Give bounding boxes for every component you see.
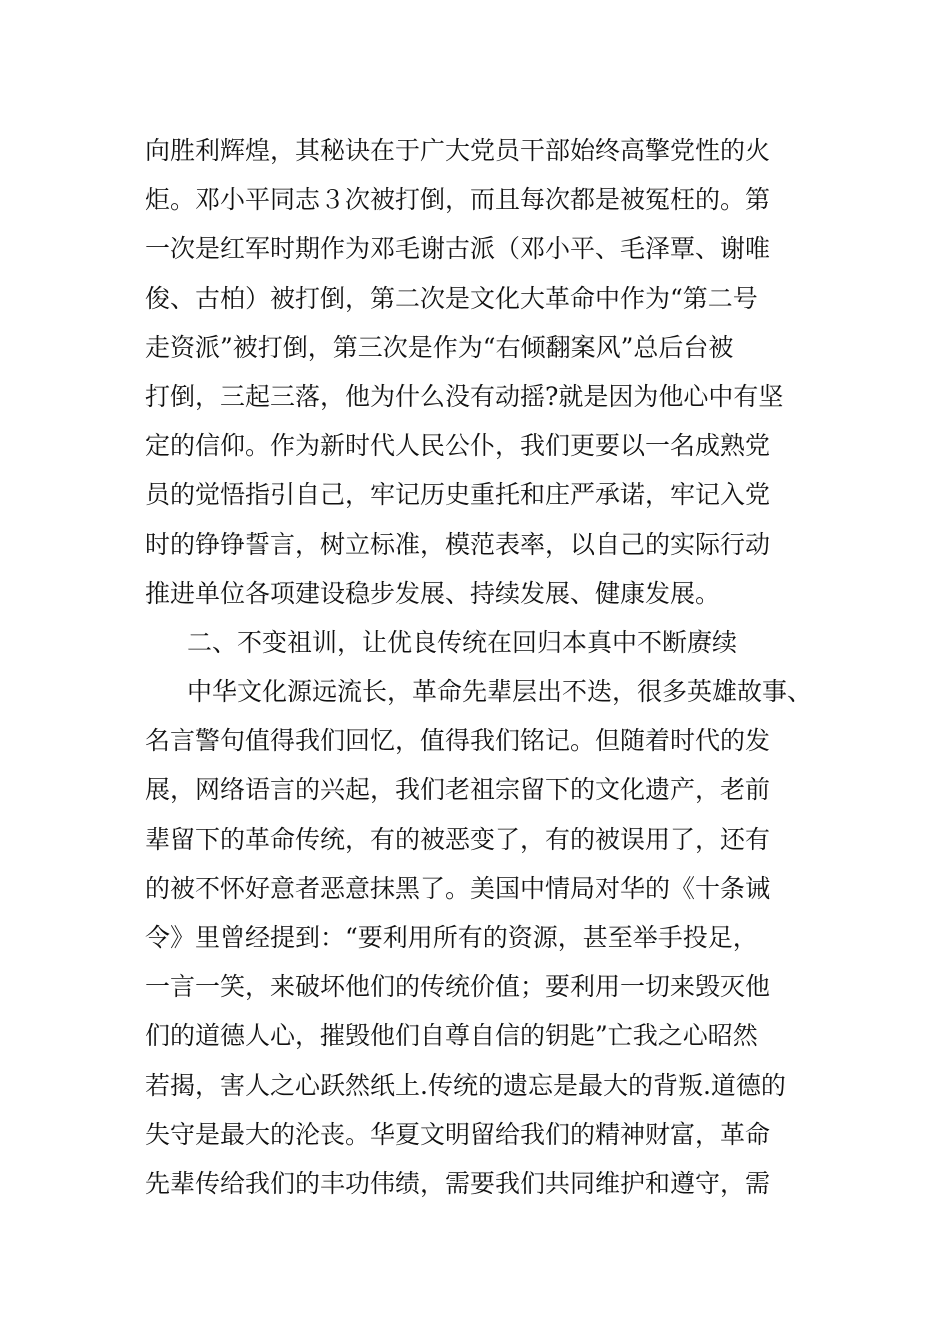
text-line: 定的信仰。作为新时代人民公仆，我们更要以一名成熟党 bbox=[145, 431, 771, 461]
text-line: 推进单位各项建设稳步发展、持续发展、健康发展。 bbox=[145, 578, 721, 608]
text-line: 走资派”被打倒，第三次是作为“右倾翻案风”总后台被 bbox=[145, 332, 734, 362]
text-line: 打倒，三起三落，他为什么没有动摇?就是因为他心中有坚 bbox=[145, 381, 784, 411]
text-line: 的被不怀好意者恶意抹黑了。美国中情局对华的《十条诫 bbox=[145, 873, 771, 903]
text-line: 失守是最大的沦丧。华夏文明留给我们的精神财富，革命 bbox=[145, 1119, 771, 1149]
text-line: 先辈传给我们的丰功伟绩，需要我们共同维护和遵守，需 bbox=[145, 1168, 771, 1198]
text-line: 名言警句值得我们回忆，值得我们铭记。但随着时代的发 bbox=[145, 726, 771, 756]
document-body bbox=[145, 126, 815, 1208]
text-line: 展，网络语言的兴起，我们老祖宗留下的文化遗产，老前 bbox=[145, 775, 771, 805]
text-line: 若揭，害人之心跃然纸上.传统的遗忘是最大的背叛.道德的 bbox=[145, 1070, 786, 1100]
text-line: 向胜利辉煌，其秘诀在于广大党员干部始终高擎党性的火 bbox=[145, 136, 771, 165]
text-line: 一言一笑，来破坏他们的传统价值；要利用一切来毁灭他 bbox=[145, 972, 771, 1002]
text-line: 员的觉悟指引自己，牢记历史重托和庄严承诺，牢记入党 bbox=[145, 480, 771, 510]
text-line: 炬。邓小平同志３次被打倒，而且每次都是被冤枉的。第 bbox=[145, 185, 771, 215]
text-line: 时的铮铮誓言，树立标准，模范表率，以自己的实际行动 bbox=[145, 529, 771, 559]
text-line: 令》里曾经提到：“要利用所有的资源，甚至举手投足， bbox=[145, 923, 758, 952]
text-line: 辈留下的革命传统，有的被恶变了，有的被误用了，还有 bbox=[145, 824, 771, 854]
text-line: 俊、古柏）被打倒，第二次是文化大革命中作为“第二号 bbox=[145, 283, 758, 313]
text-line: 一次是红军时期作为邓毛谢古派（邓小平、毛泽覃、谢唯 bbox=[145, 234, 771, 264]
text-line: 中华文化源远流长，革命先辈层出不迭，很多英雄故事、 bbox=[187, 677, 813, 707]
section-heading: 二、不变祖训，让优良传统在回归本真中不断赓续 bbox=[187, 627, 738, 657]
text-line: 们的道德人心，摧毁他们自尊自信的钥匙”亡我之心昭然 bbox=[145, 1021, 758, 1051]
